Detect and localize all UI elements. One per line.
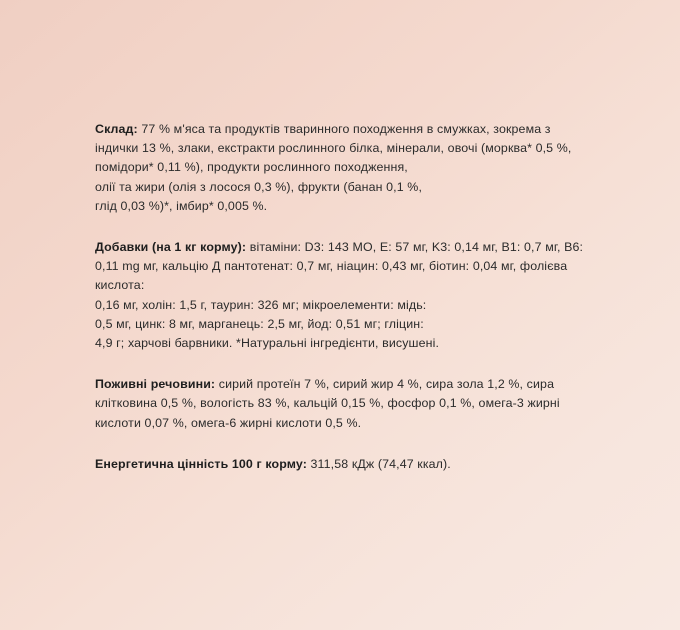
additives-line-2: 0,16 мг, холін: 1,5 г, таурин: 326 мг; мікроелементи: мідь: — [95, 297, 427, 312]
additives-line-3: 0,5 мг, цинк: 8 мг, марганець: 2,5 мг, йод: 0,51 мг; гліцин: — [95, 316, 424, 331]
additives-heading: Добавки (на 1 кг корму): — [95, 240, 247, 255]
nutrients-paragraph — [95, 375, 595, 433]
energy-body: 311,58 кДж (74,47 ккал). — [306, 456, 451, 471]
section-nutrients — [95, 375, 595, 433]
nutrients-heading: Поживні речовини: — [95, 377, 216, 392]
section-energy — [95, 455, 595, 474]
additives-paragraph — [95, 238, 595, 296]
composition-paragraph — [95, 120, 595, 178]
additives-line-4: 4,9 г; харчові барвники. *Натуральні інгредієнти, висушені. — [95, 336, 440, 351]
label-text-content — [95, 120, 595, 496]
composition-line-3: глід 0,03 %)*, імбир* 0,005 %. — [95, 198, 268, 213]
nutrients-body: сирий протеїн 7 %, сирий жир 4 %, сира зола 1,2 %, сира клітковина 0,5 %, вологість 83 %, кальцій 0,15 %, фосфор 0,1 %, омега-3 жирні кислоти 0,07 %, омега-6 жирні кислоти 0,5 %. — [95, 377, 560, 430]
section-additives — [95, 238, 595, 353]
section-composition — [95, 120, 595, 216]
composition-line-2: олії та жири (олія з лосося 0,3 %), фрукти (банан 0,1 %, — [95, 179, 423, 194]
energy-heading: Енергетична цінність 100 г корму: — [95, 456, 307, 471]
composition-heading: Склад: — [95, 122, 138, 136]
composition-body: 77 % м'яса та продуктів тваринного походження в смужках, зокрема з індички 13 %, злаки, екстракти рослинного білка, мінерали, овочі (морква* 0,5 %, помідори* 0,11 %), продукти рослинного походження, — [95, 122, 572, 175]
energy-paragraph — [95, 455, 595, 474]
additives-body: вітаміни: D3: 143 МО, E: 57 мг, K3: 0,14 мг, B1: 0,7 мг, B6: 0,11 mg мг, кальцію Д пантотенат: 0,7 мг, ніацин: 0,43 мг, біотин: 0,04 мг, фолієва кислота: — [95, 240, 584, 293]
